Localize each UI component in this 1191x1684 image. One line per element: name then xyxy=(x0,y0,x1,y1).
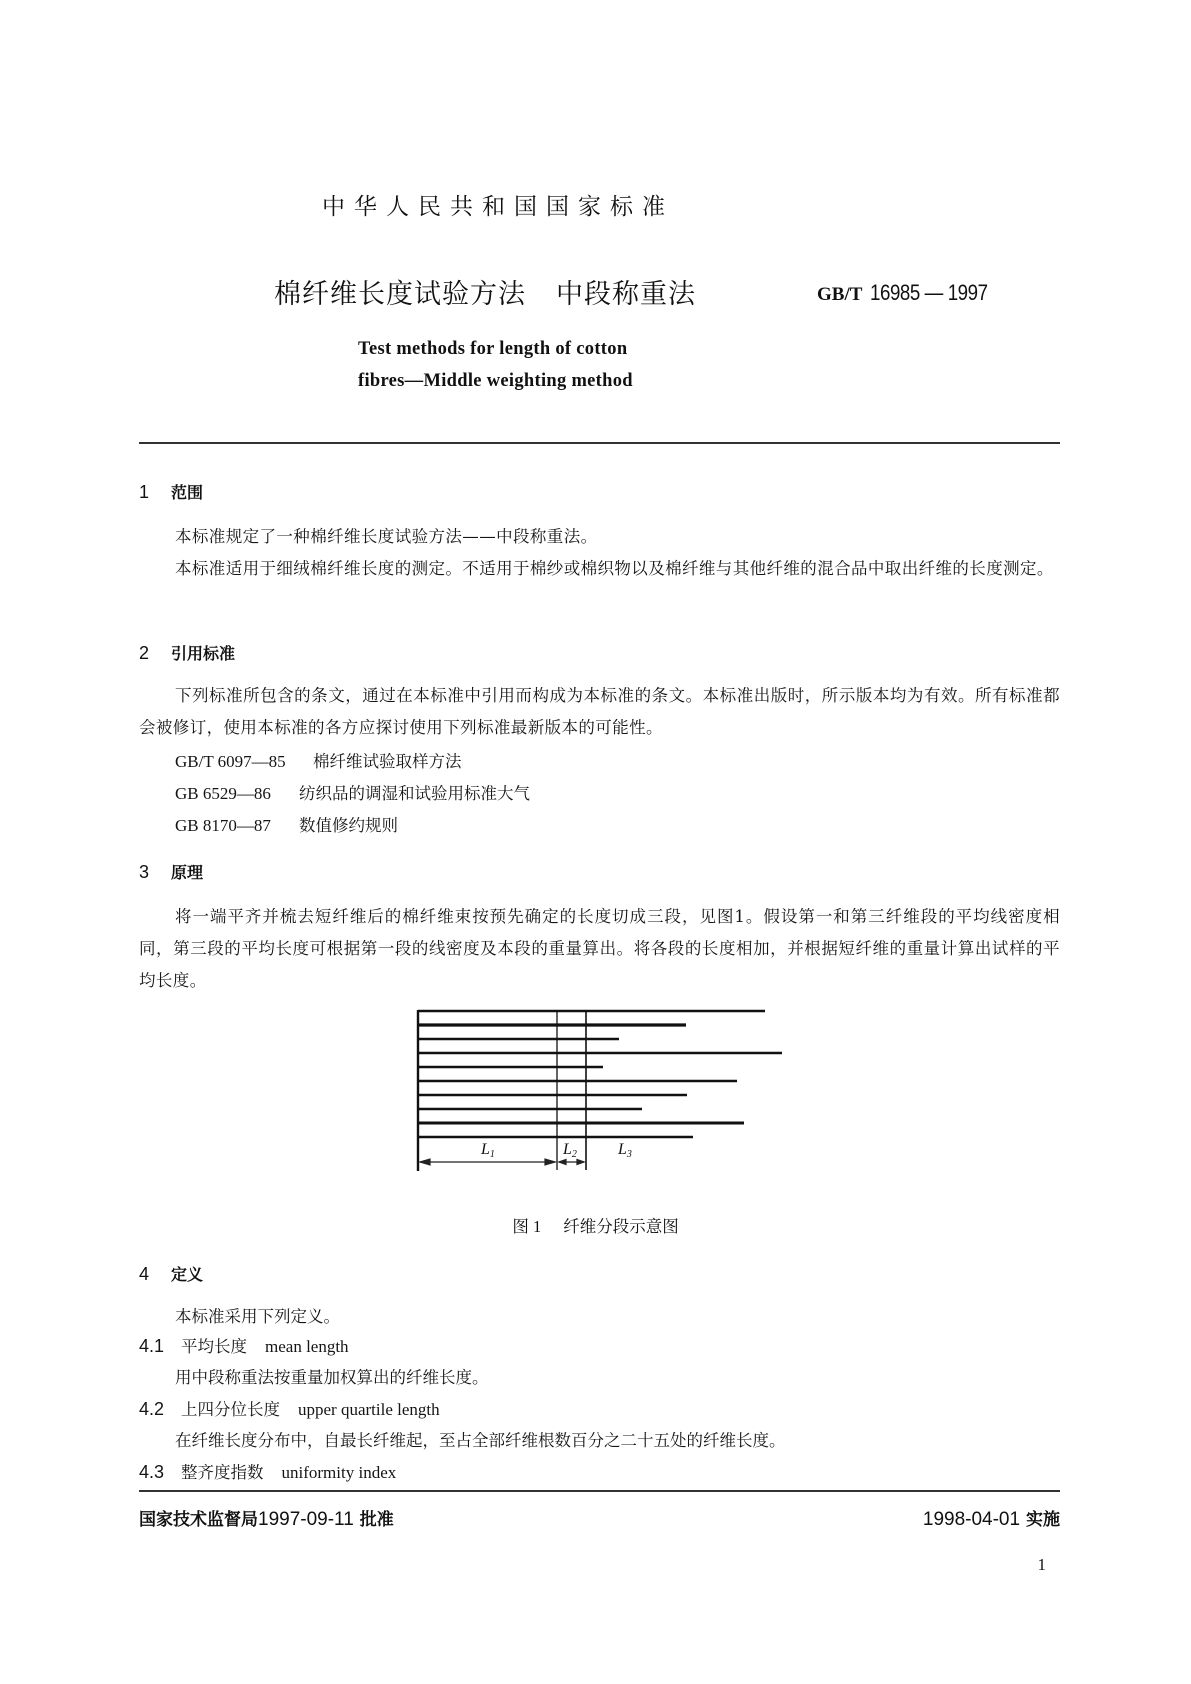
definition-term-cn: 平均长度 xyxy=(181,1337,247,1356)
definition-desc: 在纤维长度分布中，自最长纤维起，至占全部纤维根数百分之二十五处的纤维长度。 xyxy=(175,1431,786,1450)
definition-number: 4.3 xyxy=(139,1462,165,1482)
standard-code-prefix: GB/T xyxy=(817,284,863,305)
reference-title: 数值修约规则 xyxy=(299,816,398,835)
reference-item xyxy=(175,748,462,772)
effective-date: 1998-04-01 xyxy=(922,1509,1021,1530)
definition-term-cn: 上四分位长度 xyxy=(181,1400,280,1419)
page-number: 1 xyxy=(1037,1555,1046,1574)
figure-number: 图 1 xyxy=(512,1217,542,1236)
reference-code: GB/T 6097—85 xyxy=(175,752,286,771)
section-1-para-1: 本标准规定了一种棉纤维长度试验方法——中段称重法。 xyxy=(175,527,598,546)
label-l3: L3 xyxy=(618,1141,632,1160)
definition-number: 4.2 xyxy=(139,1399,165,1419)
section-number: 2 xyxy=(139,643,150,663)
reference-code: GB 8170—87 xyxy=(175,816,271,835)
approval-info xyxy=(139,1505,394,1531)
reference-code: GB 6529—86 xyxy=(175,784,271,803)
definition-heading xyxy=(139,1459,396,1483)
effective-info xyxy=(923,1505,1060,1531)
section-3-para-1: 将一端平齐并梳去短纤维后的棉纤维束按预先确定的长度切成三段，见图1。假设第一和第三纤维段的平均线密度相同，第三段的平均长度可根据第一段的线密度及本段的重量算出。将各段的长度相加，并根据短纤维的重量计算出试样的平均长度。 xyxy=(139,907,1060,990)
section-2-heading xyxy=(139,641,235,664)
approval-suffix: 批准 xyxy=(359,1510,394,1530)
section-4-intro: 本标准采用下列定义。 xyxy=(175,1307,340,1326)
definition-heading xyxy=(139,1396,440,1420)
label-l2: L2 xyxy=(563,1141,577,1160)
definition-number: 4.1 xyxy=(139,1336,165,1356)
definition-term-en: uniformity index xyxy=(281,1463,397,1482)
section-title: 范围 xyxy=(171,483,204,502)
definition-heading xyxy=(139,1333,349,1357)
section-number: 4 xyxy=(139,1264,150,1284)
reference-item xyxy=(175,780,530,804)
section-title: 引用标准 xyxy=(171,644,236,663)
document-title-cn xyxy=(274,272,696,311)
section-title: 定义 xyxy=(171,1265,204,1284)
section-title: 原理 xyxy=(171,863,204,882)
figure-caption xyxy=(0,1213,1191,1237)
section-number: 3 xyxy=(139,862,150,882)
approval-date: 1997-09-11 xyxy=(258,1509,354,1530)
figure-caption-text: 纤维分段示意图 xyxy=(563,1217,679,1236)
section-4-heading xyxy=(139,1262,203,1285)
section-2-para-1: 下列标准所包含的条文，通过在本标准中引用而构成为本标准的条文。本标准出版时，所示版本均为有效。所有标准都会被修订，使用本标准的各方应探讨使用下列标准最新版本的可能性。 xyxy=(139,686,1060,737)
reference-item xyxy=(175,812,398,836)
title-cn-part1: 棉纤维长度试验方法 xyxy=(274,279,526,310)
footer-divider xyxy=(139,1490,1060,1492)
section-1-para-2: 本标准适用于细绒棉纤维长度的测定。不适用于棉纱或棉织物以及棉纤维与其他纤维的混合品中取出纤维的长度测定。 xyxy=(175,559,1054,578)
title-en-line1: Test methods for length of cotton xyxy=(358,339,628,359)
definition-term-en: upper quartile length xyxy=(298,1400,440,1419)
standard-code xyxy=(817,280,1009,306)
label-l1: L1 xyxy=(481,1141,495,1160)
reference-title: 纺织品的调湿和试验用标准大气 xyxy=(299,784,530,803)
definition-term-cn: 整齐度指数 xyxy=(181,1463,264,1482)
definition-desc: 用中段称重法按重量加权算出的纤维长度。 xyxy=(175,1368,489,1387)
reference-title: 棉纤维试验取样方法 xyxy=(313,752,462,771)
section-number: 1 xyxy=(139,482,150,502)
header-divider xyxy=(139,442,1060,444)
section-1-heading xyxy=(139,480,203,503)
title-cn-part2: 中段称重法 xyxy=(556,279,696,310)
definition-term-en: mean length xyxy=(265,1337,349,1356)
national-standard-heading: 中华人民共和国国家标准 xyxy=(322,194,674,220)
approving-authority: 国家技术监督局 xyxy=(139,1510,258,1530)
section-3-heading xyxy=(139,860,203,883)
title-en-line2: fibres—Middle weighting method xyxy=(358,371,633,391)
document-title-en xyxy=(358,333,633,397)
effective-suffix: 实施 xyxy=(1026,1510,1060,1530)
standard-code-number: 16985 — 1997 xyxy=(870,280,988,305)
